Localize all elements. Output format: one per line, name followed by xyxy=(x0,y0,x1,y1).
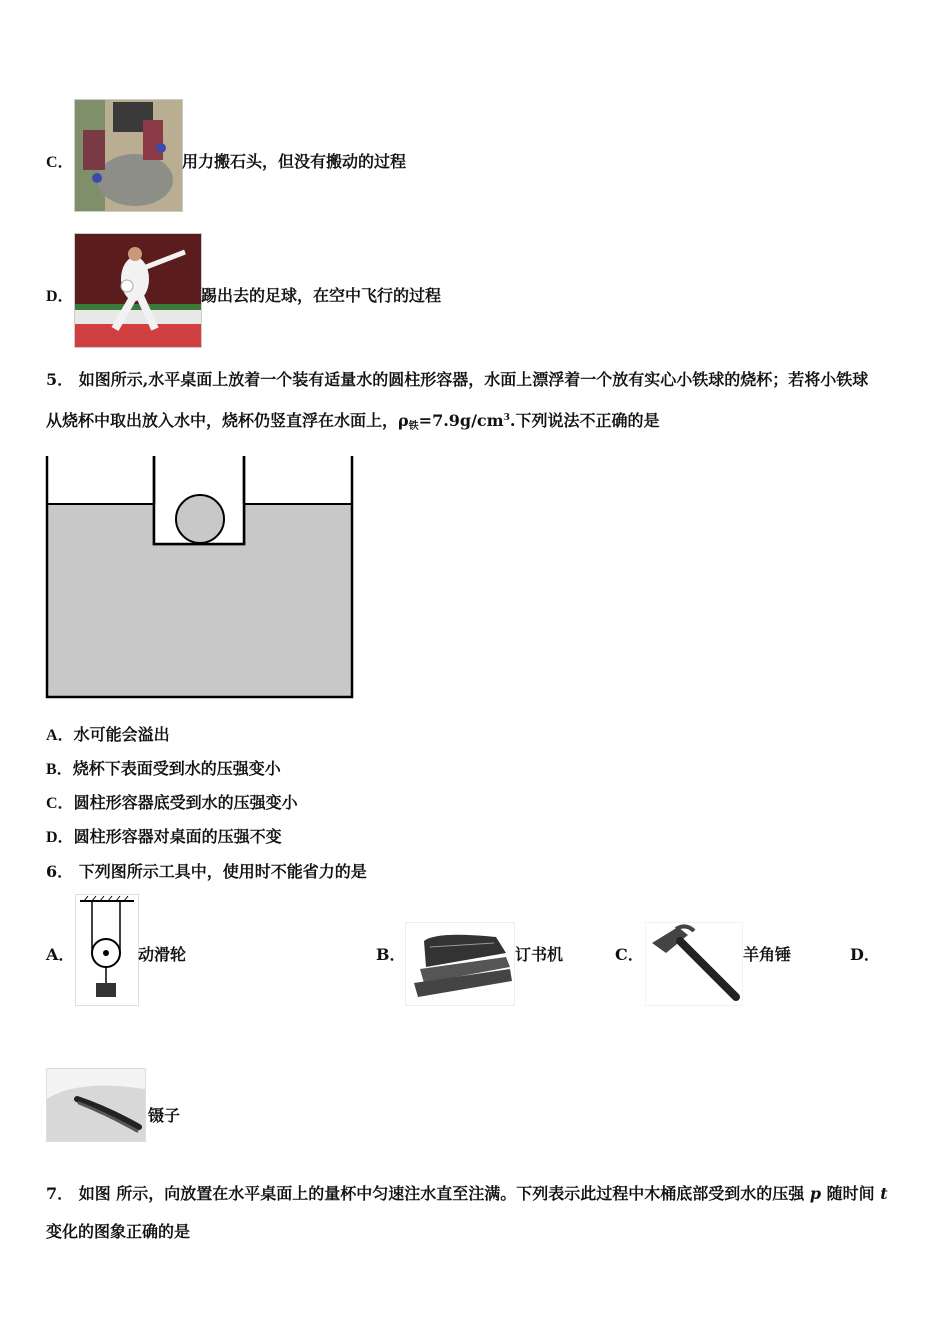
q5-stem-text: 如图所示,水平桌面上放着一个装有适量水的圆柱形容器，水面上漂浮着一个放有实心小铁球的烧杯；若将小铁球 xyxy=(78,370,869,389)
q5-stem-text-2c: .下列说法不正确的是 xyxy=(509,411,660,430)
claw-hammer-icon xyxy=(645,922,743,1006)
soccer-player-kicking-photo xyxy=(74,233,202,348)
q4-option-d-text: 踢出去的足球，在空中飞行的过程 xyxy=(201,286,442,305)
variable-p: p xyxy=(809,1184,822,1203)
superscript-3: 3 xyxy=(503,413,510,423)
q6-stem-text: 下列图所示工具中，使用时不能省力的是 xyxy=(78,862,367,881)
q4-option-c xyxy=(46,152,74,173)
option-letter: B． xyxy=(46,761,73,778)
q4-option-d xyxy=(46,286,74,307)
q7-stem-line1 xyxy=(46,1184,888,1204)
q5-stem-line1 xyxy=(46,370,868,390)
q6-option-d-text: 镊子 xyxy=(148,1106,181,1125)
q5-stem-text-2a: 从烧杯中取出放入水中，烧杯仍竖直浮在水面上，ρ xyxy=(46,411,409,430)
q6-option-d-letter: D． xyxy=(850,945,880,964)
option-text: 烧杯下表面受到水的压强变小 xyxy=(72,759,281,778)
option-letter: C． xyxy=(46,154,74,171)
option-text: 圆柱形容器对桌面的压强不变 xyxy=(73,827,282,846)
option-letter: C． xyxy=(46,795,74,812)
question-number: 5． xyxy=(46,370,74,389)
person-lifting-rock-photo xyxy=(74,99,183,212)
variable-t: t xyxy=(880,1184,888,1203)
question-number: 7． xyxy=(46,1184,74,1203)
option-letter: A． xyxy=(46,727,74,744)
container-beaker-diagram xyxy=(44,456,356,700)
q6-option-c-text: 羊角锤 xyxy=(743,945,792,964)
movable-pulley-icon xyxy=(75,894,139,1006)
q6-option-b-text: 订书机 xyxy=(515,945,564,964)
subscript-iron: 铁 xyxy=(408,421,419,432)
q6-option-a-text: 动滑轮 xyxy=(138,945,187,964)
q7-stem-line2: 变化的图象正确的是 xyxy=(46,1222,191,1241)
q5-stem-line2 xyxy=(46,408,659,437)
q6-stem xyxy=(46,862,367,882)
q5-stem-text-2b: =7.9g/cm xyxy=(418,411,504,430)
q5-option-b xyxy=(46,759,281,780)
q6-option-a-letter: A． xyxy=(46,945,75,964)
q4-option-c-text: 用力搬石头，但没有搬动的过程 xyxy=(182,152,407,171)
q5-option-a xyxy=(46,725,170,746)
q6-option-c-letter: C． xyxy=(615,945,644,964)
stapler-icon xyxy=(405,922,515,1006)
q7-stem-text-b: 随时间 xyxy=(826,1184,875,1203)
q5-option-c xyxy=(46,793,298,814)
option-text: 圆柱形容器底受到水的压强变小 xyxy=(73,793,298,812)
q5-option-d xyxy=(46,827,282,848)
question-number: 6． xyxy=(46,862,74,881)
q7-stem-text-a: 如图 所示，向放置在水平桌面上的量杯中匀速注水直至注满。下列表示此过程中木桶底部受到水的压强 xyxy=(78,1184,805,1203)
tweezers-icon xyxy=(46,1068,146,1142)
option-letter: D． xyxy=(46,829,74,846)
q6-option-b-letter: B． xyxy=(376,945,406,964)
option-text: 水可能会溢出 xyxy=(73,725,170,744)
option-letter: D． xyxy=(46,288,74,305)
